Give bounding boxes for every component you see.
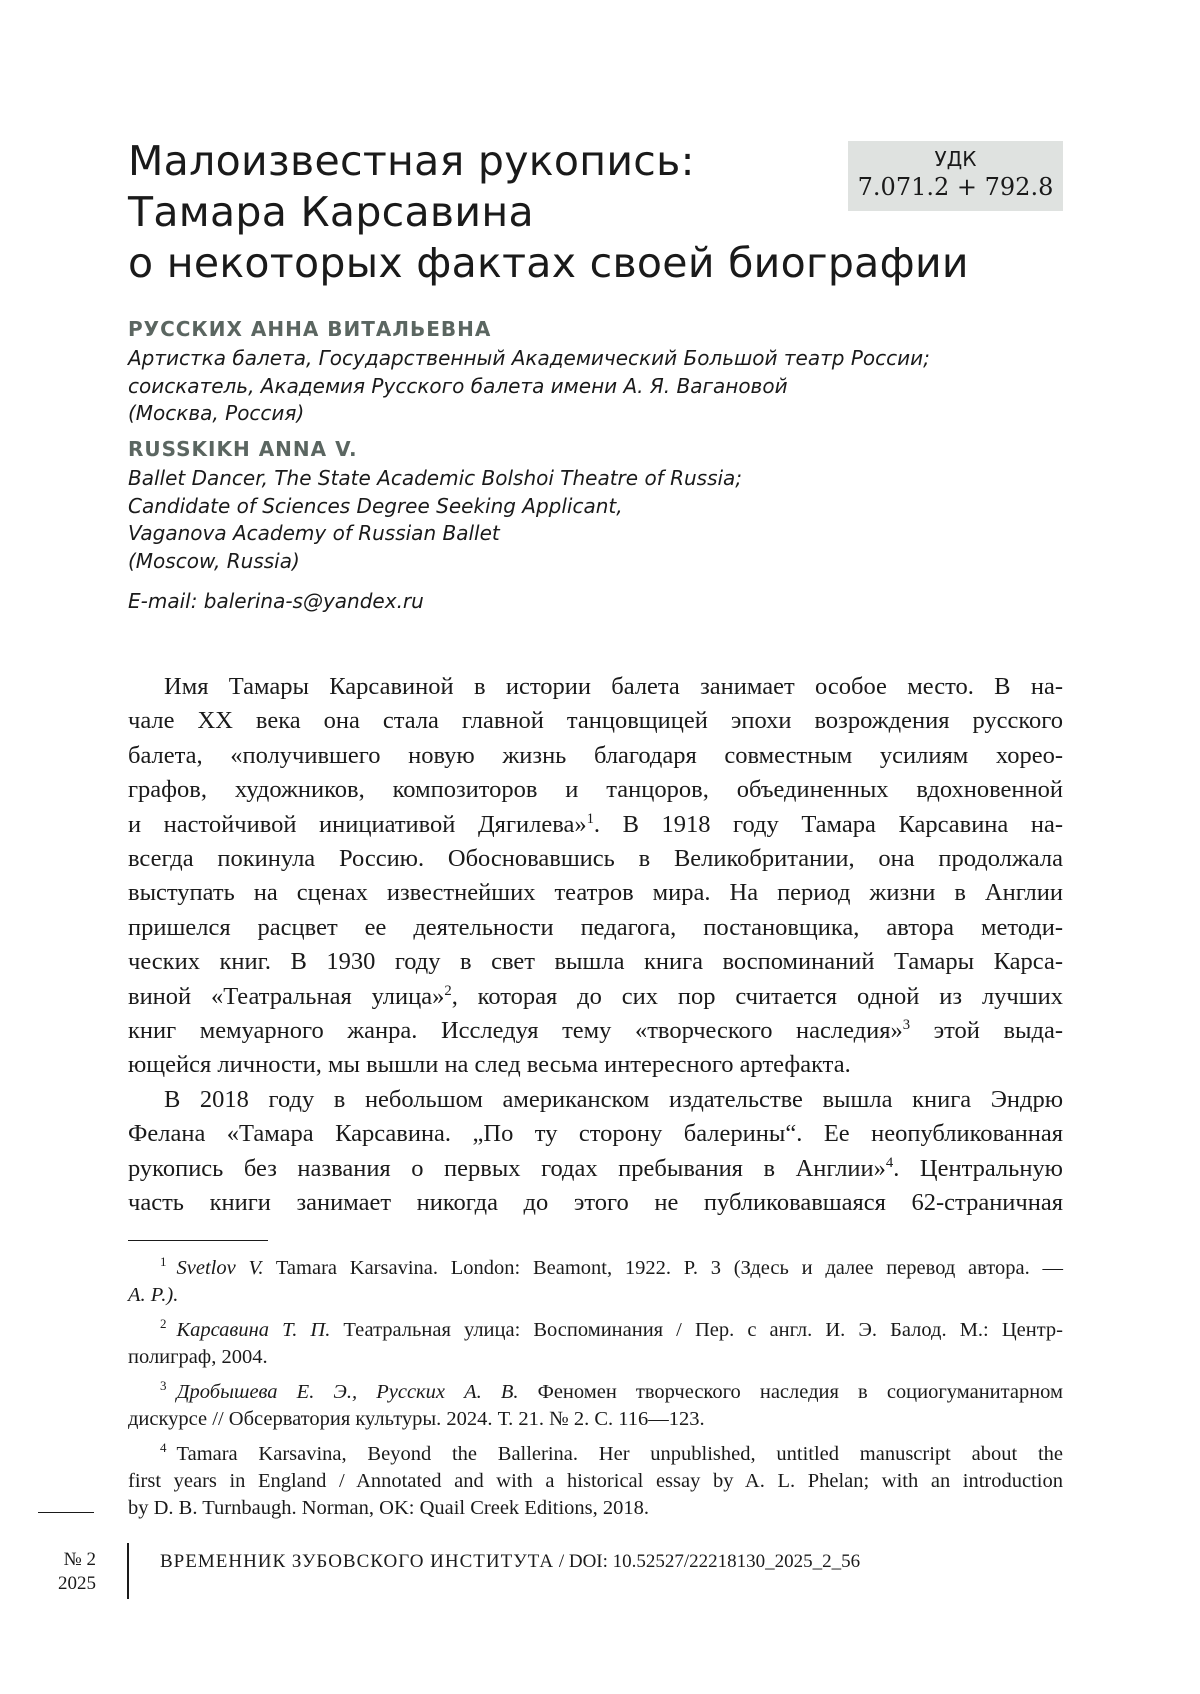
footnote-number: 3	[160, 1378, 167, 1394]
body-text: книг мемуарного жанра. Исследуя тему «творческого наследия»	[128, 1017, 903, 1045]
footnote-line: first years in England / Annotated and with a historical essay by A. L. Phelan; with an introduction	[128, 1470, 1063, 1492]
affiliation-line: Ballet Dancer, The State Academic Bolshoi Theatre of Russia;	[128, 466, 743, 490]
running-footer	[160, 1551, 860, 1573]
footnote-number: 4	[160, 1440, 167, 1456]
footnote-text: Феномен творческого наследия в социогуманитарном	[518, 1381, 1063, 1403]
footnote-text: Tamara Karsavina. London: Beamont, 1922. P. 3 (Здесь и далее перевод автора. —	[263, 1257, 1063, 1279]
author-affiliation-ru	[128, 345, 930, 428]
title-line: о некоторых фактах своей биографии	[128, 239, 969, 287]
body-text: , которая до сих пор считается одной из лучших	[451, 982, 1063, 1010]
footnote-ref[interactable]: 2	[444, 982, 452, 999]
body-line	[128, 1014, 1063, 1048]
udk-code: 7.071.2 + 792.8	[857, 173, 1054, 201]
footnote-author: Дробышева Е. Э., Русских А. В.	[176, 1381, 519, 1403]
udk-box	[848, 141, 1063, 211]
body-line: ющейся личности, мы вышли на след весьма интересного артефакта.	[128, 1051, 851, 1079]
author-name-ru: РУССКИХ АННА ВИТАЛЬЕВНА	[128, 317, 492, 341]
footnote-author: Svetlov V.	[176, 1257, 264, 1279]
footnote-line: by D. B. Turnbaugh. Norman, OK: Quail Creek Editions, 2018.	[128, 1497, 650, 1519]
author-affiliation-en	[128, 465, 742, 575]
body-line: чале XX века она стала главной танцовщицей эпохи возрождения русского	[128, 707, 1063, 735]
body-text: и настойчивой инициативой Дягилева»	[128, 810, 587, 838]
footnote-line	[128, 1317, 1063, 1344]
body-line	[128, 808, 1063, 842]
footnote-line	[128, 1379, 1063, 1406]
margin-rule	[38, 1512, 94, 1513]
body-line	[128, 1152, 1063, 1186]
footnote-text: А. Р.).	[128, 1284, 179, 1306]
body-line: выступать на сценах известнейших театров мира. На период жизни в Англии	[128, 879, 1063, 907]
footer-separator: /	[554, 1551, 569, 1572]
footnote	[128, 1317, 1063, 1371]
affiliation-line: (Москва, Россия)	[128, 401, 305, 425]
body-line: Имя Тамары Карсавиной в истории балета занимает особое место. В на-	[164, 673, 1063, 700]
footer-divider	[127, 1543, 129, 1599]
footnote-number: 1	[160, 1254, 167, 1270]
footnote	[128, 1379, 1063, 1433]
footnote-text: Театральная улица: Воспоминания / Пер. с англ. И. Э. Балод. М.: Центр-	[330, 1319, 1063, 1341]
udk-label: УДК	[934, 147, 977, 171]
footnotes	[128, 1255, 1063, 1530]
footnote-ref[interactable]: 3	[902, 1016, 911, 1033]
body-line: В 2018 году в небольшом американском издательстве вышла книга Эндрю	[164, 1085, 1063, 1113]
paragraph	[128, 1083, 1063, 1221]
footnote-line	[128, 1441, 1063, 1468]
body-line: часть книги занимает никогда до этого не публиковавшаяся 62-страничная	[128, 1189, 1063, 1217]
issue-info	[38, 1548, 96, 1596]
body-line: пришелся расцвет ее деятельности педагога, постановщика, автора методи-	[128, 913, 1063, 941]
author-email	[128, 588, 424, 616]
body-line: ческих книг. В 1930 году в свет вышла книга воспоминаний Тамары Карса-	[128, 948, 1063, 976]
body-line: балета, «получившего новую жизнь благодаря совместным усилиям хорео-	[128, 741, 1063, 769]
body-text: . В 1918 году Тамара Карсавина на-	[593, 810, 1063, 838]
affiliation-line: соискатель, Академия Русского балета имени А. Я. Вагановой	[128, 373, 788, 398]
doi[interactable]: DOI: 10.52527/22218130_2025_2_56	[568, 1551, 861, 1572]
body-text: этой выда-	[910, 1017, 1063, 1045]
affiliation-line: Артистка балета, Государственный Академический Большой театр России;	[128, 346, 930, 370]
body-line	[128, 980, 1063, 1014]
footnote-ref[interactable]: 1	[586, 810, 594, 827]
body-line: всегда покинула Россию. Обосновавшись в Великобритании, она продолжала	[128, 845, 1063, 873]
affiliation-line: (Moscow, Russia)	[128, 548, 300, 573]
body-text: рукопись без названия о первых годах пребывания в Англии»	[128, 1154, 886, 1182]
affiliation-line: Vaganova Academy of Russian Ballet	[128, 521, 500, 545]
article-body	[128, 670, 1063, 1221]
title-line: Тамара Карсавина	[128, 188, 534, 236]
body-line: графов, художников, композиторов и танцоров, объединенных вдохновенной	[128, 776, 1063, 804]
issue-number: № 2	[63, 1549, 96, 1570]
journal-title: ВРЕМЕННИК ЗУБОВСКОГО ИНСТИТУТА	[160, 1551, 555, 1572]
footnote-ref[interactable]: 4	[885, 1154, 894, 1171]
body-line: Фелана «Тамара Карсавина. „По ту сторону балерины“. Ее неопубликованная	[128, 1120, 1063, 1148]
footnote-line: полиграф, 2004.	[128, 1346, 268, 1368]
body-text: . Центральную	[893, 1154, 1063, 1182]
issue-year: 2025	[58, 1573, 96, 1594]
footnote-line: дискурсе // Обсерватория культуры. 2024. Т. 21. № 2. С. 116—123.	[128, 1408, 705, 1430]
footnote-divider	[128, 1240, 268, 1241]
author-name-en: RUSSKIKH ANNA V.	[128, 437, 358, 461]
footnote-line	[128, 1255, 1063, 1282]
body-text: виной «Театральная улица»	[128, 982, 445, 1010]
title-line: Малоизвестная рукопись:	[128, 137, 695, 185]
paragraph	[128, 670, 1063, 1083]
footnote-line	[128, 1282, 1063, 1309]
footnote	[128, 1441, 1063, 1522]
footnote-author: Карсавина Т. П.	[176, 1319, 331, 1341]
footnote	[128, 1255, 1063, 1309]
footnote-number: 2	[160, 1316, 167, 1332]
footnote-text: Tamara Karsavina, Beyond the Ballerina. Her unpublished, untitled manuscript about the	[176, 1443, 1063, 1465]
affiliation-line: Candidate of Sciences Degree Seeking Applicant,	[128, 493, 623, 518]
email-text: E-mail: balerina-s@yandex.ru	[128, 589, 424, 613]
